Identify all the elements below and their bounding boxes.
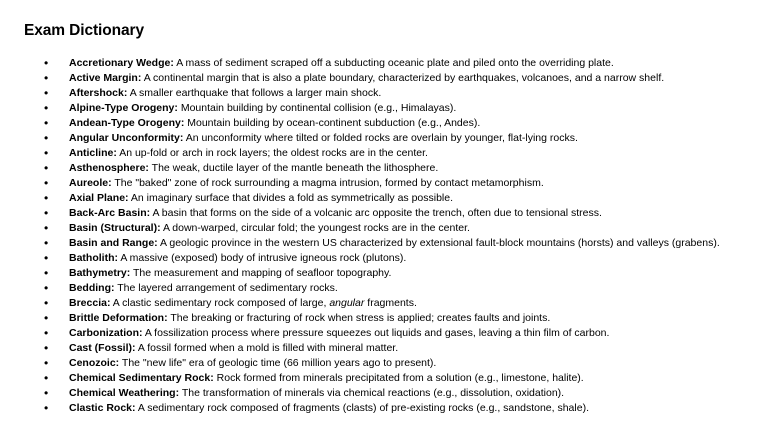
entry-term: Breccia: (69, 297, 111, 309)
glossary-entry (0, 281, 784, 296)
entry-term: Accretionary Wedge: (69, 57, 174, 69)
glossary-entry (0, 56, 784, 71)
entry-term: Back-Arc Basin: (69, 207, 151, 219)
entry-definition: A basin that forms on the side of a volcanic arc opposite the trench, often due to tensional stress. (152, 207, 602, 219)
definition-text-end: fragments. (367, 297, 417, 309)
entry-definition: A fossilization process where pressure squeezes out liquids and gases, leaving a thin film of carbon. (144, 327, 610, 339)
entry-term: Andean-Type Orogeny: (69, 117, 185, 129)
entry-definition: A continental margin that is also a plate boundary, characterized by earthquakes, volcanoes, and a narrow shelf. (143, 72, 665, 84)
entry-definition: The layered arrangement of sedimentary rocks. (117, 282, 338, 294)
entry-term: Aureole: (69, 177, 112, 189)
glossary-entry (0, 131, 784, 146)
glossary-entry (0, 326, 784, 341)
entry-definition: An unconformity where tilted or folded rocks are overlain by younger, flat-lying rocks. (185, 132, 578, 144)
entry-definition: A massive (exposed) body of intrusive igneous rock (plutons). (120, 252, 407, 264)
entry-term: Alpine-Type Orogeny: (69, 102, 178, 114)
definition-emphasis: angular (329, 297, 365, 309)
entry-definition: Mountain building by continental collision (e.g., Himalayas). (180, 102, 457, 114)
entry-definition (113, 297, 417, 309)
entry-definition: Rock formed from minerals precipitated from a solution (e.g., limestone, halite). (216, 372, 584, 384)
page-title: Exam Dictionary (24, 22, 144, 39)
glossary-entry (0, 206, 784, 221)
glossary-entry (0, 101, 784, 116)
entry-term: Cast (Fossil): (69, 342, 136, 354)
entry-definition: A sedimentary rock composed of fragments (clasts) of pre-existing rocks (e.g., sandstone, shale). (137, 402, 589, 414)
glossary-entry (0, 86, 784, 101)
entry-term: Clastic Rock: (69, 402, 136, 414)
glossary-entry (0, 191, 784, 206)
entry-definition: A fossil formed when a mold is filled with mineral matter. (137, 342, 399, 354)
entry-term: Chemical Weathering: (69, 387, 180, 399)
entry-definition: A smaller earthquake that follows a larger main shock. (129, 87, 382, 99)
entry-term: Axial Plane: (69, 192, 129, 204)
entry-definition: The weak, ductile layer of the mantle beneath the lithosphere. (151, 162, 439, 174)
entry-term: Active Margin: (69, 72, 142, 84)
glossary-entry (0, 401, 784, 416)
glossary-entry (0, 251, 784, 266)
entry-definition: The breaking or fracturing of rock when stress is applied; creates faults and joints. (170, 312, 551, 324)
glossary-entry (0, 71, 784, 86)
entry-definition: The measurement and mapping of seafloor topography. (133, 267, 392, 279)
entry-definition: The "new life" era of geologic time (66 million years ago to present). (121, 357, 437, 369)
entry-definition: A mass of sediment scraped off a subducting oceanic plate and piled onto the overriding plate. (176, 57, 614, 69)
entry-term: Aftershock: (69, 87, 128, 99)
entry-term: Basin and Range: (69, 237, 158, 249)
entry-definition: The transformation of minerals via chemical reactions (e.g., dissolution, oxidation). (181, 387, 565, 399)
glossary-entry (0, 221, 784, 236)
glossary-entry (0, 296, 784, 311)
glossary-entry (0, 146, 784, 161)
entry-term: Bathymetry: (69, 267, 131, 279)
entry-definition: An imaginary surface that divides a fold as symmetrically as possible. (130, 192, 454, 204)
glossary-entry (0, 311, 784, 326)
glossary-entry (0, 176, 784, 191)
entry-term: Batholith: (69, 252, 118, 264)
glossary-entry (0, 341, 784, 356)
entry-term: Anticline: (69, 147, 117, 159)
entry-definition: A down-warped, circular fold; the youngest rocks are in the center. (162, 222, 470, 234)
glossary-entry (0, 161, 784, 176)
entry-term: Bedding: (69, 282, 115, 294)
glossary-entry (0, 266, 784, 281)
entry-term: Angular Unconformity: (69, 132, 184, 144)
glossary-list (0, 56, 784, 416)
entry-term: Asthenosphere: (69, 162, 149, 174)
entry-term: Carbonization: (69, 327, 143, 339)
entry-term: Chemical Sedimentary Rock: (69, 372, 214, 384)
glossary-entry (0, 386, 784, 401)
definition-text: A clastic sedimentary rock composed of large, (112, 297, 327, 309)
glossary-entry (0, 356, 784, 371)
entry-definition: A geologic province in the western US characterized by extensional fault-block mountains (horsts) and valleys (grabens). (160, 237, 720, 249)
entry-term: Brittle Deformation: (69, 312, 168, 324)
entry-term: Basin (Structural): (69, 222, 161, 234)
glossary-entry (0, 236, 784, 251)
entry-term: Cenozoic: (69, 357, 120, 369)
glossary-entry (0, 371, 784, 386)
entry-definition: The "baked" zone of rock surrounding a magma intrusion, formed by contact metamorphism. (114, 177, 544, 189)
glossary-entry (0, 116, 784, 131)
entry-definition: An up-fold or arch in rock layers; the oldest rocks are in the center. (119, 147, 428, 159)
entry-definition: Mountain building by ocean-continent subduction (e.g., Andes). (187, 117, 481, 129)
